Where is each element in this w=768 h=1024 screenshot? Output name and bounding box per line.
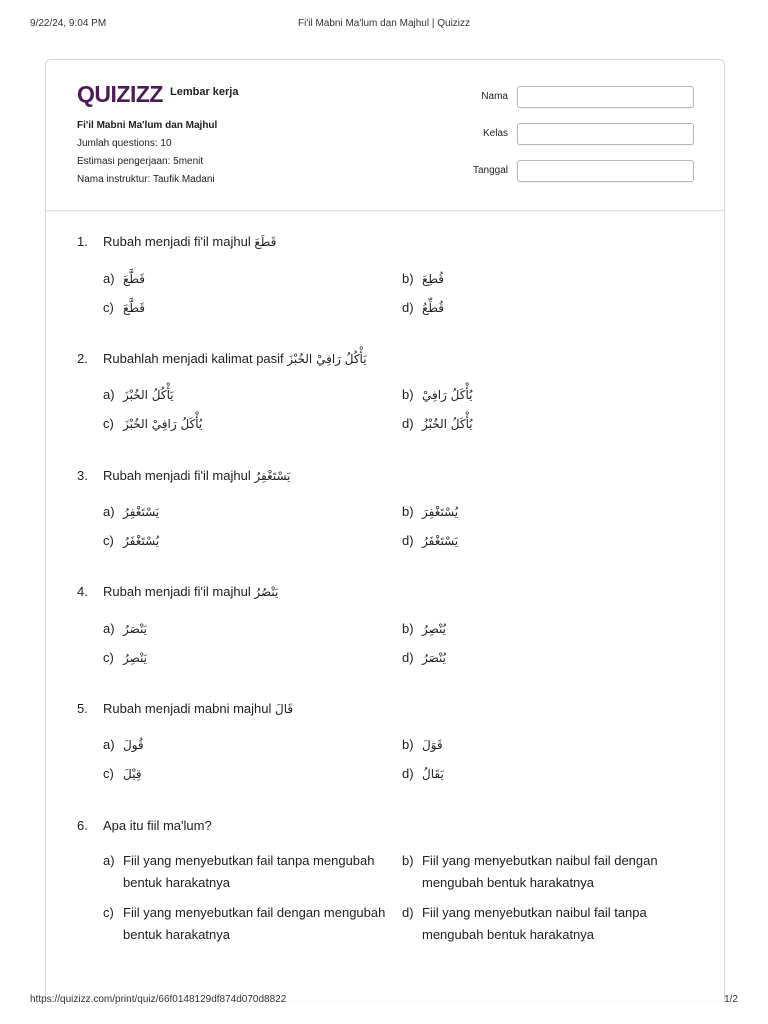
question-text: Rubah menjadi fi'il majhul قَطَعَ [103, 234, 277, 249]
option-b[interactable]: b) يُنْصِرُ [402, 621, 446, 636]
instructor-name: Nama instruktur: Taufik Madani [77, 174, 215, 185]
page-number: 1/2 [724, 994, 738, 1005]
option-c[interactable]: c) قَطَّعَ [103, 300, 145, 315]
option-c[interactable]: c) يُسْتَغْفَرُ [103, 533, 160, 548]
question-text: Rubah menjadi fi'il majhul يَنْصُرُ [103, 584, 279, 599]
worksheet-header [46, 60, 724, 211]
print-document-title: Fi'il Mabni Ma'lum dan Majhul | Quizizz [297, 18, 471, 29]
question-number: 3. [77, 468, 88, 483]
question-text: Rubah menjadi mabni majhul قَالَ [103, 701, 294, 716]
question-text: Rubahlah menjadi kalimat pasif يَأْكُلُ رَافِيْ الخُبْزَ [103, 351, 367, 366]
quiz-title: Fi'il Mabni Ma'lum dan Majhul [77, 120, 218, 131]
option-d[interactable]: d) يَقَالُ [402, 766, 444, 781]
name-label: Nama [481, 91, 508, 102]
option-d[interactable]: d) قُطِّعُ [402, 300, 444, 315]
class-field[interactable] [517, 123, 694, 145]
option-d[interactable]: d) يَسْتَغْفَرُ [402, 533, 459, 548]
question-number: 5. [77, 701, 88, 716]
option-b[interactable]: b) يُأْكَلُ رَافِيْ [402, 387, 473, 402]
question-arabic: قَالَ [275, 702, 294, 716]
quizizz-logo: QUIZIZZ [77, 81, 163, 107]
option-b[interactable]: b) قَوَلَ [402, 737, 443, 752]
option-d[interactable]: d) Fiil yang menyebutkan naibul fail tanpa mengubah bentuk harakatnya [402, 905, 647, 942]
option-c[interactable]: c) يَنْصِرُ [103, 650, 147, 665]
print-header [0, 0, 768, 40]
question-count: Jumlah questions: 10 [77, 138, 172, 149]
page-url: https://quizizz.com/print/quiz/66f0148129df874d070d8822 [30, 994, 287, 1005]
option-c[interactable]: c) Fiil yang menyebutkan fail dengan mengubah bentuk harakatnya [103, 905, 386, 942]
question-number: 4. [77, 584, 88, 599]
question-text: Rubah menjadi fi'il majhul يَسْتَغْفِرُ [103, 468, 291, 483]
time-estimate: Estimasi pengerjaan: 5menit [77, 156, 204, 167]
option-b[interactable]: b) يُسْتَغْفِرَ [402, 504, 459, 519]
question-number: 6. [77, 818, 88, 833]
question-arabic: يَأْكُلُ رَافِيْ الخُبْزَ [287, 352, 367, 366]
option-a[interactable]: a) يَنْصَرُ [103, 621, 147, 636]
question-arabic: يَسْتَغْفِرُ [254, 469, 291, 483]
question-number: 1. [77, 234, 88, 249]
class-label: Kelas [482, 128, 508, 139]
name-field[interactable] [517, 86, 694, 108]
option-b[interactable]: b) قُطِعَ [402, 271, 444, 286]
question-arabic: قَطَعَ [254, 235, 277, 249]
worksheet-label: Lembar kerja [170, 86, 239, 98]
print-datetime: 9/22/24, 9:04 PM [30, 18, 107, 29]
date-field[interactable] [517, 160, 694, 182]
date-label: Tanggal [472, 165, 508, 176]
option-c[interactable]: c) قِيْلَ [103, 766, 142, 781]
option-a[interactable]: a) قَطَّعَ [103, 271, 145, 286]
option-a[interactable]: a) يَسْتَغْفِرُ [103, 504, 160, 519]
question-arabic: يَنْصُرُ [254, 585, 279, 599]
question-text: Apa itu fiil ma'lum? [103, 818, 212, 833]
option-a[interactable]: a) قُولَ [103, 737, 144, 752]
question-number: 2. [77, 351, 88, 366]
option-c[interactable]: c) يُأْكَلُ رَافِيْ الخُبْزَ [103, 416, 203, 431]
option-d[interactable]: d) يُنْصَرُ [402, 650, 446, 665]
option-a[interactable]: a) Fiil yang menyebutkan fail tanpa mengubah bentuk harakatnya [103, 853, 375, 890]
print-footer [0, 994, 768, 1006]
option-b[interactable]: b) Fiil yang menyebutkan naibul fail dengan mengubah bentuk harakatnya [402, 853, 658, 890]
worksheet-card [45, 59, 725, 1000]
option-d[interactable]: d) يُأْكَلُ الخُبْزُ [402, 416, 473, 431]
option-a[interactable]: a) يَأْكُلُ الخُبْزَ [103, 387, 174, 402]
